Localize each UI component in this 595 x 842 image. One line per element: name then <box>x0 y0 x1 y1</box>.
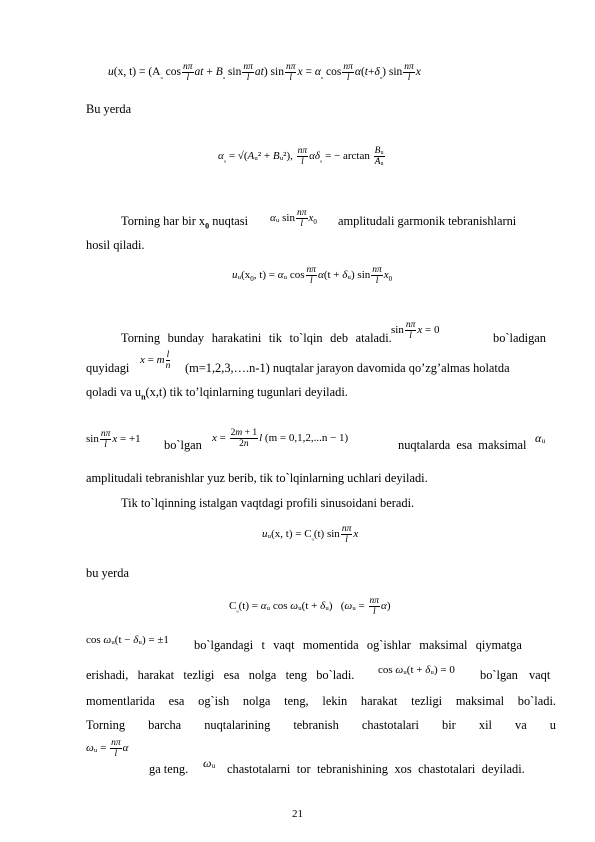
paragraph-5-line-1: bo`lgandagi t vaqt momentida og`ishlar maksimal qiymatga <box>194 638 522 652</box>
paragraph-5-line-4: Torning barcha nuqtalarining tebranish chastotalari bir xil va u <box>86 718 556 732</box>
paragraph-5-line-5b: chastotalarni tor tebranishining xos chastotalari deyiladi. <box>227 762 525 776</box>
formula-max-amplitude: αᵤ <box>535 431 546 445</box>
paragraph-2-line-2a: quyidagi <box>86 361 130 375</box>
paragraph-3-line-1b: nuqtalarda esa maksimal <box>398 438 527 452</box>
paragraph-3-line-1a: bo`lgan <box>164 438 202 452</box>
formula-antinode-condition: sin $\frac{n\pi}{l}$ x = +1 <box>86 429 141 450</box>
paragraph-5-line-2a: erishadi, harakat tezligi esa nolga teng bo`ladi. <box>86 668 355 682</box>
bu-yerda-label-2: bu yerda <box>86 566 130 580</box>
paragraph-1-line-2: hosil qiladi. <box>86 238 145 252</box>
paragraph-5-line-3: momentlarida esa og`ish nolga teng, lekin harakat tezligi maksimal bo`ladi. <box>86 694 556 708</box>
paragraph-2-line-2b: (m=1,2,3,….n-1) nuqtalar jarayon davomida qo’zg’almas holatda <box>185 361 510 375</box>
formula-profile: uᵤ(x, $t) = C_ᵤ(t)$ sin $\frac{n\pi}{l}$ x <box>262 524 359 545</box>
paragraph-2-line-3: qoladi va $u_n(x,t)$ tik to’lqinlarning tugunlari deyiladi. <box>86 385 348 402</box>
formula-max-condition: cos ωᵤ(t − δᵤ) = ±1 <box>86 634 169 646</box>
paragraph-1-line-1b: amplitudali garmonik tebranishlarni <box>338 214 517 228</box>
formula-node-positions: x = m $\frac{l}{n}$ <box>140 350 171 371</box>
paragraph-4: Tik to`lqinning istalgan vaqtdagi profili sinusoidani beradi. <box>121 496 415 510</box>
paragraph-5-line-5a: ga teng. <box>149 762 189 776</box>
formula-antinode-positions: x = $\frac{2m + 1}{2n}$ l (m = 0,1,2,...n − 1) <box>212 428 349 449</box>
paragraph-3-line-2: amplitudali tebranishlar yuz berib, tik to`lqinlarning uchlari deyiladi. <box>86 471 428 485</box>
paragraph-5-line-2b: bo`lgan vaqt <box>480 668 551 682</box>
formula-point-amplitude: αᵤ sin $\frac{n\pi}{l}$ $x_0$ <box>270 208 317 229</box>
formula-frequency: ωᵤ = $\frac{n\pi}{l}$ α <box>86 738 129 759</box>
formula-amplitude-phase: $\alpha_ᵤ$ = √(Aᵤ² + Bᵤ²), $\frac{n\pi}{l}$ $\alpha\delta_ᵤ$ = − arctan $\frac{\text{Bᵤ}}{\text{Aᵤ}}$ <box>218 146 384 167</box>
formula-zero-condition: cos ωᵤ(t + δᵤ) = 0 <box>378 664 455 676</box>
bu-yerda-label-1: Bu yerda <box>86 102 132 116</box>
formula-standing-wave: u(x, $t) = (A_ᵤ$ cos $\frac{n\pi}{l}$ at + $B_ᵤ$ sin $\frac{n\pi}{l}$ at) sin $\frac{n\pi}{l}$ $x = \alpha_ᵤ$ cos $\frac{n\pi}{l}$ $\alpha(t+\delta_ᵤ)$ sin $\frac{n\pi}{l}$ x <box>108 62 421 83</box>
formula-point-oscillation: $uᵤ(x_0$, t) = αᵤ cos $\frac{n\pi}{l}$ α(t + δᵤ) sin $\frac{n\pi}{l}$ $x_0$ <box>232 265 393 286</box>
formula-node-condition: sin $\frac{n\pi}{l}$ x = 0 <box>391 320 440 341</box>
paragraph-2-line-1a: Torning bunday harakatini tik to`lqin deb ataladi. <box>121 331 392 345</box>
paragraph-1-line-1: Torning har bir $x_0$ nuqtasi <box>121 214 249 231</box>
formula-time-factor: $C_ᵤ(t)$ = αᵤ cos ωᵤ(t + δᵤ) (ωᵤ = $\frac{n\pi}{l}$ α) <box>229 596 391 617</box>
page-number: 21 <box>292 808 303 820</box>
formula-omega: ωᵤ <box>203 756 216 770</box>
paragraph-2-line-1b: bo`ladigan <box>493 331 546 345</box>
